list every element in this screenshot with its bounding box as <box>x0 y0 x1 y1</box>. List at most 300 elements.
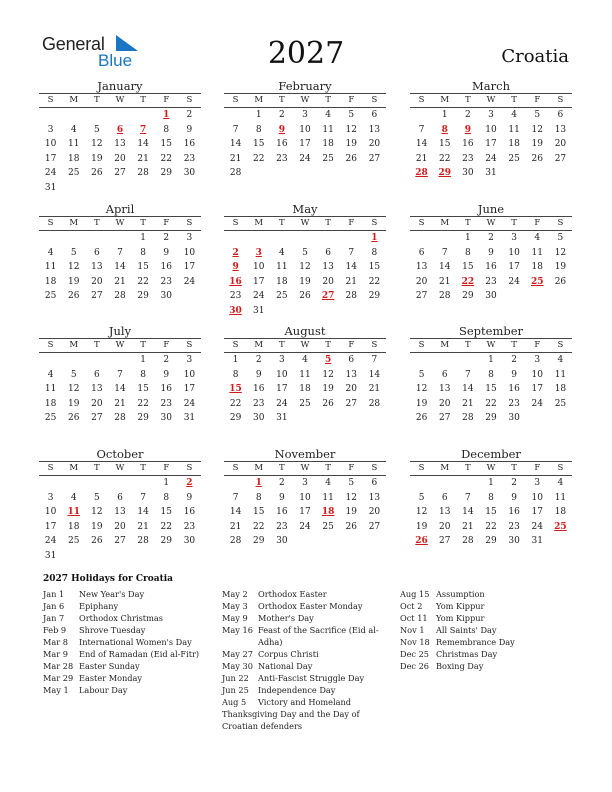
weekday-label: S <box>186 218 193 228</box>
holiday-row <box>43 636 205 648</box>
weekday-header <box>224 461 386 476</box>
weekday-label: T <box>465 218 471 228</box>
day-cell: 9 <box>163 369 170 380</box>
day-cell: 15 <box>485 384 497 394</box>
day-cell: 26 <box>299 291 311 301</box>
day-cell: 5 <box>93 124 100 135</box>
day-cell: 21 <box>114 398 126 409</box>
weekday-label: T <box>465 463 471 473</box>
day-cell: 30 <box>183 536 196 546</box>
month-june <box>410 202 572 304</box>
empty-day-cell <box>108 108 131 123</box>
empty-day-cell <box>85 108 108 123</box>
day-cell: 26 <box>67 413 80 423</box>
holiday-row <box>400 612 562 624</box>
day-cell: 18 <box>44 276 57 287</box>
weekday-label: T <box>279 340 285 350</box>
weekday-label: W <box>486 218 496 228</box>
month-july <box>39 324 201 426</box>
day-cell: 5 <box>418 369 425 380</box>
weekday-label: F <box>348 340 355 350</box>
day-cell: 4 <box>70 492 77 503</box>
day-cell: 8 <box>488 369 494 380</box>
weekday-label: M <box>69 218 79 228</box>
weekday-label: S <box>371 463 378 473</box>
day-cell: 18 <box>44 398 57 409</box>
day-cell: 19 <box>322 384 334 394</box>
month-february <box>224 79 386 181</box>
weekday-label: S <box>47 340 54 350</box>
weekday-header <box>224 338 386 353</box>
month-name: January <box>97 79 143 93</box>
empty-day-cell <box>62 476 85 491</box>
holiday-date: Jun 25 <box>222 685 249 695</box>
weekday-label: T <box>511 463 517 473</box>
holiday-date: Nov 18 <box>400 637 430 647</box>
day-cell: 4 <box>534 233 541 243</box>
empty-day-cell <box>132 108 155 123</box>
weekday-label: T <box>325 463 331 473</box>
day-cell: 3 <box>511 233 517 243</box>
day-cell: 3 <box>47 124 54 135</box>
day-cell: 17 <box>299 507 311 517</box>
weekday-label: W <box>486 95 496 105</box>
month-october <box>39 447 201 563</box>
day-cell: 23 <box>160 276 172 287</box>
day-cell: 29 <box>485 413 497 423</box>
day-cell: 23 <box>276 521 288 532</box>
day-cell: 1 <box>232 355 239 365</box>
day-cell: 22 <box>368 276 381 287</box>
day-cell: 12 <box>91 507 103 517</box>
weekday-label: S <box>557 340 564 350</box>
day-cell: 24 <box>299 521 311 532</box>
day-cell: 30 <box>508 536 520 546</box>
day-cell: 1 <box>464 233 471 243</box>
month-name: April <box>105 202 135 216</box>
holiday-name: Remembrance Day <box>436 637 515 647</box>
day-cell: 28 <box>345 291 357 301</box>
day-cell: 29 <box>368 291 381 301</box>
holiday-name: Anti-Fascist Struggle Day <box>258 673 365 683</box>
holiday-date: Feb 9 <box>43 625 67 635</box>
day-cell: 24 <box>44 168 57 178</box>
day-cell: 12 <box>91 139 103 149</box>
day-cell: 4 <box>70 124 77 135</box>
weekday-label: W <box>300 463 310 473</box>
empty-day-cell <box>433 353 456 368</box>
day-cell: 13 <box>114 507 126 517</box>
holiday-row <box>222 684 384 696</box>
weekday-label: M <box>69 463 79 473</box>
holiday-name: Shrove Tuesday <box>79 625 146 635</box>
day-cell: 5 <box>302 247 308 258</box>
day-cell: 10 <box>276 369 288 380</box>
day-cell: 21 <box>137 153 149 164</box>
holiday-row <box>43 684 205 696</box>
country-name: Croatia <box>501 46 569 67</box>
holiday-day-cell: 18 <box>321 507 335 517</box>
holiday-name: Mother's Day <box>258 613 314 623</box>
holiday-date: May 27 <box>222 649 253 659</box>
day-cell: 5 <box>93 492 100 503</box>
day-cell: 30 <box>508 413 520 423</box>
day-cell: 20 <box>438 398 451 409</box>
holiday-date: Aug 15 <box>400 589 430 599</box>
day-cell: 1 <box>488 478 494 488</box>
weekday-label: F <box>163 340 170 350</box>
day-cell: 27 <box>554 153 567 164</box>
weekday-label: S <box>557 463 564 473</box>
day-cell: 18 <box>67 153 80 164</box>
day-cell: 28 <box>462 536 474 546</box>
empty-day-cell <box>224 231 247 246</box>
day-cell: 17 <box>508 262 520 272</box>
day-cell: 13 <box>438 507 451 517</box>
day-grid <box>224 476 386 549</box>
empty-day-cell <box>410 231 433 246</box>
empty-day-cell <box>224 108 247 123</box>
day-cell: 5 <box>348 110 355 120</box>
day-cell: 25 <box>44 291 57 301</box>
day-cell: 18 <box>67 521 80 532</box>
day-cell: 28 <box>229 168 242 178</box>
day-cell: 13 <box>368 492 381 503</box>
weekday-label: S <box>371 95 378 105</box>
day-cell: 27 <box>91 291 103 301</box>
day-cell: 21 <box>368 384 381 394</box>
day-cell: 21 <box>462 521 474 532</box>
weekday-label: T <box>325 340 331 350</box>
holiday-date: Mar 28 <box>43 661 74 671</box>
day-cell: 11 <box>554 492 567 503</box>
day-cell: 18 <box>554 507 567 517</box>
day-cell: 16 <box>160 262 172 272</box>
day-cell: 27 <box>91 413 103 423</box>
weekday-label: T <box>140 95 146 105</box>
day-cell: 7 <box>117 247 123 258</box>
holiday-row <box>400 588 562 600</box>
day-cell: 5 <box>557 233 564 243</box>
day-cell: 17 <box>183 262 196 272</box>
day-cell: 15 <box>438 139 451 149</box>
day-cell: 7 <box>371 355 378 365</box>
day-cell: 26 <box>91 536 103 546</box>
day-cell: 14 <box>438 262 451 272</box>
holiday-name: International Women's Day <box>79 637 192 647</box>
empty-day-cell <box>39 108 62 123</box>
weekday-label: T <box>279 95 285 105</box>
holiday-row <box>43 648 205 660</box>
day-cell: 11 <box>299 369 311 380</box>
day-cell: 25 <box>554 398 567 409</box>
day-grid <box>39 231 201 304</box>
holiday-row <box>222 600 384 612</box>
day-cell: 21 <box>229 521 242 532</box>
weekday-header <box>224 93 386 108</box>
weekday-label: F <box>163 463 170 473</box>
empty-day-cell <box>85 353 108 368</box>
weekday-label: W <box>300 218 310 228</box>
weekday-label: M <box>440 340 450 350</box>
weekday-label: F <box>348 218 355 228</box>
day-cell: 2 <box>511 355 517 365</box>
day-cell: 7 <box>140 492 146 503</box>
holiday-day-cell: 8 <box>441 124 448 135</box>
day-cell: 10 <box>183 369 196 380</box>
day-cell: 3 <box>47 492 54 503</box>
day-cell: 2 <box>278 110 285 120</box>
holiday-column <box>43 588 205 696</box>
day-cell: 18 <box>299 384 311 394</box>
day-cell: 31 <box>44 182 57 193</box>
day-cell: 13 <box>322 262 334 272</box>
holiday-name: Yom Kippur <box>436 601 485 611</box>
day-cell: 31 <box>276 413 288 423</box>
day-grid <box>410 353 572 426</box>
day-cell: 2 <box>186 110 193 120</box>
weekday-label: M <box>69 340 79 350</box>
empty-day-cell <box>108 476 131 491</box>
day-cell: 23 <box>183 153 196 164</box>
day-cell: 31 <box>183 413 196 423</box>
weekday-label: S <box>557 218 564 228</box>
day-cell: 31 <box>44 550 57 561</box>
holiday-name: Orthodox Easter <box>258 589 327 599</box>
holiday-day-cell: 1 <box>255 478 262 488</box>
holiday-name: Feast of the Sacrifice (Eid al-Adha) <box>258 625 379 647</box>
month-name: September <box>458 324 524 338</box>
day-cell: 11 <box>531 247 543 258</box>
holiday-date: May 30 <box>222 661 253 671</box>
day-cell: 22 <box>160 521 172 532</box>
holiday-name: Boxing Day <box>436 661 484 671</box>
day-cell: 19 <box>299 276 311 287</box>
day-cell: 20 <box>438 521 451 532</box>
day-cell: 20 <box>554 139 567 149</box>
day-cell: 30 <box>276 536 288 546</box>
day-cell: 19 <box>67 398 80 409</box>
day-cell: 29 <box>160 168 172 178</box>
day-cell: 9 <box>488 247 494 258</box>
weekday-label: F <box>534 463 541 473</box>
day-cell: 26 <box>91 168 103 178</box>
day-cell: 12 <box>531 124 543 135</box>
weekday-header <box>410 338 572 353</box>
weekday-label: S <box>186 95 193 105</box>
day-cell: 11 <box>44 262 57 272</box>
holiday-name: Christmas Day <box>436 649 498 659</box>
weekday-label: T <box>325 218 331 228</box>
weekday-header <box>410 216 572 231</box>
day-cell: 25 <box>276 291 288 301</box>
holiday-row <box>222 612 384 624</box>
holiday-date: Mar 29 <box>43 673 74 683</box>
day-cell: 16 <box>183 139 196 149</box>
day-cell: 7 <box>348 247 355 258</box>
empty-day-cell <box>108 231 131 246</box>
day-cell: 8 <box>140 247 146 258</box>
weekday-header <box>39 461 201 476</box>
weekday-label: S <box>232 95 239 105</box>
day-cell: 6 <box>557 110 564 120</box>
day-cell: 27 <box>345 398 357 409</box>
day-cell: 19 <box>345 139 357 149</box>
weekday-label: T <box>140 218 146 228</box>
day-cell: 14 <box>114 384 126 394</box>
day-cell: 19 <box>554 262 567 272</box>
holiday-row <box>400 636 562 648</box>
day-cell: 25 <box>508 153 520 164</box>
day-cell: 25 <box>299 398 311 409</box>
day-cell: 2 <box>488 233 494 243</box>
day-cell: 8 <box>232 369 239 380</box>
empty-day-cell <box>224 476 247 491</box>
holiday-day-cell: 6 <box>116 124 124 135</box>
day-cell: 16 <box>485 262 497 272</box>
day-cell: 18 <box>322 139 334 149</box>
day-cell: 17 <box>531 384 543 394</box>
day-cell: 27 <box>438 413 451 423</box>
day-cell: 15 <box>485 507 497 517</box>
holiday-name: Corpus Christi <box>258 649 319 659</box>
month-name: March <box>472 79 510 93</box>
holiday-date: Dec 26 <box>400 661 430 671</box>
day-cell: 21 <box>438 276 451 287</box>
weekday-header <box>39 338 201 353</box>
weekday-label: S <box>418 340 425 350</box>
day-cell: 8 <box>163 124 170 135</box>
day-cell: 10 <box>485 124 497 135</box>
day-cell: 5 <box>418 492 425 503</box>
holiday-day-cell: 9 <box>464 124 471 135</box>
day-cell: 10 <box>299 492 311 503</box>
day-cell: 28 <box>462 413 474 423</box>
day-cell: 30 <box>462 168 474 178</box>
weekday-label: S <box>47 218 54 228</box>
day-cell: 23 <box>508 521 520 532</box>
holiday-row <box>222 648 384 660</box>
day-cell: 21 <box>229 153 242 164</box>
day-cell: 9 <box>186 492 193 503</box>
day-cell: 14 <box>368 369 381 380</box>
weekday-header <box>39 216 201 231</box>
weekday-label: T <box>325 95 331 105</box>
day-cell: 14 <box>415 139 428 149</box>
day-cell: 20 <box>415 276 428 287</box>
day-cell: 1 <box>441 110 448 120</box>
holiday-name: Orthodox Christmas <box>79 613 163 623</box>
day-cell: 10 <box>252 262 265 272</box>
day-cell: 14 <box>137 507 149 517</box>
day-cell: 19 <box>415 398 428 409</box>
empty-day-cell <box>62 353 85 368</box>
holiday-day-cell: 3 <box>255 247 262 258</box>
day-cell: 20 <box>368 139 381 149</box>
weekday-label: S <box>418 218 425 228</box>
day-cell: 24 <box>276 398 288 409</box>
day-cell: 4 <box>557 355 564 365</box>
day-cell: 30 <box>252 413 265 423</box>
empty-day-cell <box>456 353 479 368</box>
day-cell: 23 <box>160 398 172 409</box>
empty-day-cell <box>85 231 108 246</box>
empty-day-cell <box>62 231 85 246</box>
day-cell: 6 <box>371 478 378 488</box>
day-cell: 21 <box>114 276 126 287</box>
day-cell: 30 <box>485 291 497 301</box>
day-cell: 3 <box>534 355 541 365</box>
weekday-label: M <box>440 463 450 473</box>
day-cell: 2 <box>511 478 517 488</box>
day-cell: 15 <box>137 262 149 272</box>
holiday-date: Oct 2 <box>400 601 423 611</box>
day-cell: 12 <box>415 507 428 517</box>
weekday-label: F <box>534 340 541 350</box>
day-cell: 25 <box>67 168 80 178</box>
holiday-name: Easter Monday <box>79 673 143 683</box>
empty-day-cell <box>410 353 433 368</box>
weekday-label: M <box>254 95 264 105</box>
empty-day-cell <box>410 108 433 123</box>
month-december <box>410 447 572 549</box>
day-cell: 20 <box>91 398 103 409</box>
day-cell: 8 <box>255 492 262 503</box>
day-cell: 15 <box>137 384 149 394</box>
day-cell: 8 <box>163 492 170 503</box>
day-cell: 24 <box>485 153 497 164</box>
day-cell: 6 <box>348 355 355 365</box>
month-january <box>39 79 201 195</box>
day-cell: 15 <box>252 507 265 517</box>
day-cell: 29 <box>485 536 497 546</box>
day-cell: 8 <box>255 124 262 135</box>
day-cell: 23 <box>183 521 196 532</box>
weekday-label: T <box>94 218 100 228</box>
day-cell: 17 <box>531 507 543 517</box>
weekday-label: W <box>115 463 125 473</box>
holiday-row <box>222 588 384 600</box>
weekday-label: S <box>232 218 239 228</box>
day-cell: 2 <box>278 478 285 488</box>
day-cell: 31 <box>531 536 543 546</box>
holiday-day-cell: 2 <box>232 247 239 258</box>
empty-day-cell <box>456 476 479 491</box>
day-cell: 26 <box>345 521 357 532</box>
day-cell: 28 <box>229 536 242 546</box>
day-cell: 23 <box>485 276 497 287</box>
empty-day-cell <box>39 231 62 246</box>
day-cell: 17 <box>252 276 265 287</box>
day-cell: 2 <box>255 355 262 365</box>
holiday-date: Jan 7 <box>43 613 65 623</box>
empty-day-cell <box>39 353 62 368</box>
day-cell: 28 <box>368 398 381 409</box>
day-cell: 8 <box>140 369 146 380</box>
weekday-label: T <box>94 463 100 473</box>
holiday-name: Orthodox Easter Monday <box>258 601 363 611</box>
month-name: February <box>278 79 332 93</box>
day-cell: 29 <box>160 536 172 546</box>
day-cell: 25 <box>322 521 334 532</box>
day-cell: 12 <box>299 262 311 272</box>
weekday-label: T <box>279 463 285 473</box>
month-name: August <box>284 324 326 338</box>
day-cell: 3 <box>488 110 494 120</box>
weekday-label: M <box>69 95 79 105</box>
day-cell: 18 <box>276 276 288 287</box>
weekday-header <box>410 461 572 476</box>
